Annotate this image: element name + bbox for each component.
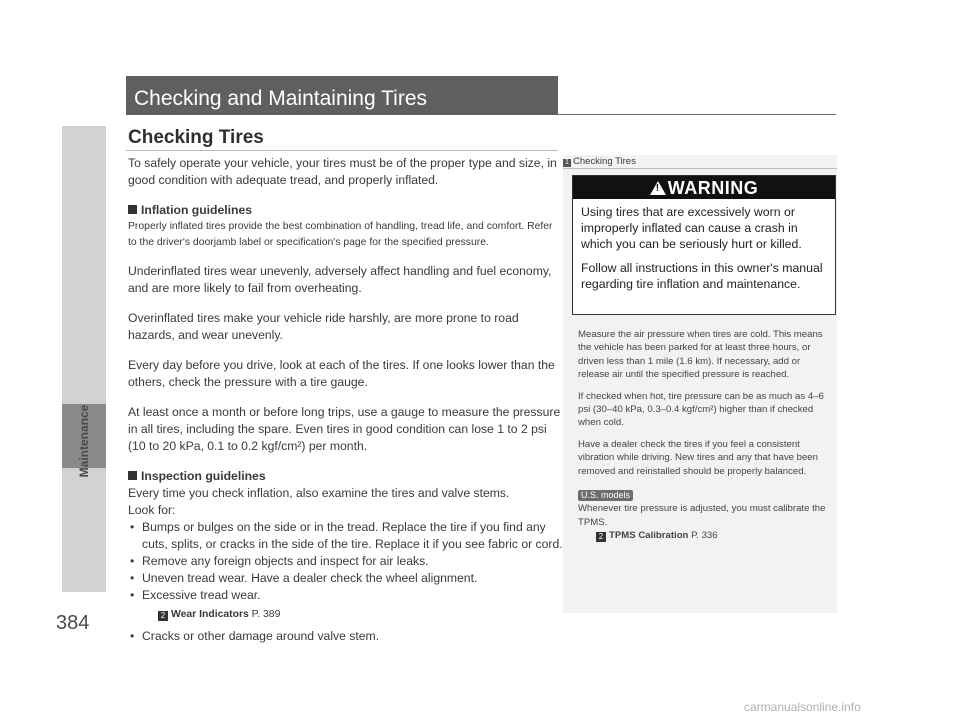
reference-icon: 1 xyxy=(563,159,571,167)
side-tab xyxy=(62,126,106,592)
daily-check-text: Every day before you drive, look at each of the tires. If one looks lower than the others, check the pressure with a tire gauge. xyxy=(128,358,555,389)
us-models-badge: U.S. models xyxy=(578,490,633,501)
look-for-label: Look for: xyxy=(128,503,176,517)
warning-text: Using tires that are excessively worn or improperly inflated can cause a crash in which you can be seriously hurt or killed. Follow all instructions in this owner's manual regarding tire inflation and maintenance. xyxy=(581,205,823,292)
arrow-icon: 2 xyxy=(596,532,606,542)
intro-text: To safely operate your vehicle, your tires must be of the proper type and size, in good condition with adequate tread, and properly inflated. xyxy=(128,156,557,187)
tpms-calibration-link[interactable]: 2 TPMS Calibration P. 336 xyxy=(578,529,830,542)
monthly-check-text: At least once a month or before long trips, use a gauge to measure the pressure in all tires, including the spare. Even tires in good condition can lose 1 to 2 psi (10 to 20 kPa, 0.1 to 0.2 kgf/cm²) per month. xyxy=(128,405,561,453)
hot-pressure-text: If checked when hot, tire pressure can be as much as 4–6 psi (30–40 kPa, 0.3–0.4 kgf/cm²) higher than if checked when cold. xyxy=(578,390,824,429)
main-content xyxy=(128,155,564,645)
list-item: • Bumps or bulges on the side or in the tread. Replace the tire if you find any cuts, splits, or cracks in the side of the tire. Replace it if you see fabric or cord. xyxy=(130,520,563,551)
side-panel-rule xyxy=(563,168,837,169)
warning-header: !WARNING xyxy=(573,176,835,199)
arrow-icon: 2 xyxy=(158,611,168,621)
side-panel-body xyxy=(578,328,830,543)
square-bullet-icon xyxy=(128,205,137,214)
inspection-heading: Inspection guidelines xyxy=(128,468,564,485)
section-title: Checking and Maintaining Tires xyxy=(126,76,558,115)
inspection-list xyxy=(128,519,564,604)
inflation-note: Properly inflated tires provide the best combination of handling, tread life, and comfort. Refer to the driver's doorjamb label or specification's page for the specified pressure. xyxy=(128,221,553,248)
list-item: • Remove any foreign objects and inspect for air leaks. xyxy=(130,554,429,568)
warning-box xyxy=(572,175,836,315)
balance-text: Have a dealer check the tires if you feel a consistent vibration while driving. New tires and any that have been removed and reinstalled should be properly balanced. xyxy=(578,438,818,477)
underinflated-text: Underinflated tires wear unevenly, adversely affect handling and fuel economy, and are more likely to fail from overheating. xyxy=(128,264,552,295)
inflation-heading: Inflation guidelines xyxy=(128,202,564,219)
warning-triangle-icon xyxy=(650,181,666,195)
watermark: carmanualsonline.info xyxy=(744,700,861,714)
wear-indicators-link[interactable]: 2 Wear Indicators P. 389 xyxy=(128,606,564,623)
list-item: • Cracks or other damage around valve stem. xyxy=(130,629,380,643)
cold-pressure-text: Measure the air pressure when tires are cold. This means the vehicle has been parked for at least three hours, or driven less than 1 mile (1.6 km). If necessary, add or release air until the specified pressure is reached. xyxy=(578,329,823,381)
tpms-text: Whenever tire pressure is adjusted, you must calibrate the TPMS. xyxy=(578,503,826,528)
heading-rule xyxy=(126,150,558,151)
page-heading: Checking Tires xyxy=(128,127,264,148)
list-item: • Excessive tread wear. xyxy=(130,588,261,602)
inspection-list-last xyxy=(128,628,564,645)
inspection-intro: Every time you check inflation, also examine the tires and valve stems. xyxy=(128,486,510,500)
list-item: • Uneven tread wear. Have a dealer check the wheel alignment. xyxy=(130,571,478,585)
page-number: 384 xyxy=(56,612,90,634)
overinflated-text: Overinflated tires make your vehicle ride harshly, are more prone to road hazards, and wear unevenly. xyxy=(128,311,519,342)
side-panel-heading: 1 Checking Tires xyxy=(563,156,636,167)
square-bullet-icon xyxy=(128,471,137,480)
